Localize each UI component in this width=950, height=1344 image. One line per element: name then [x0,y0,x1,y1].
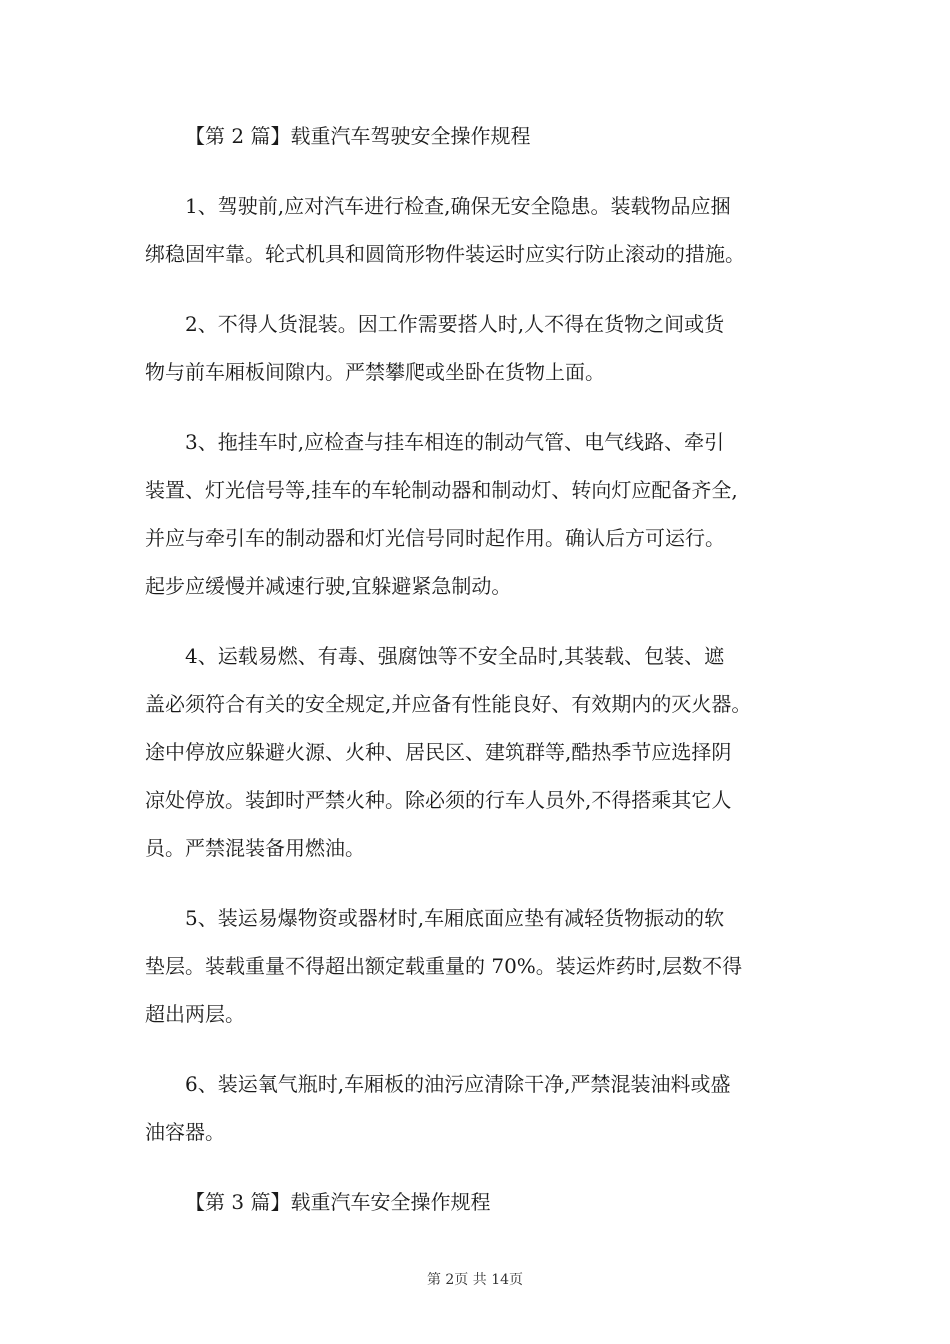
paragraph-6 [145,1060,825,1156]
paragraph-line: 物与前车厢板间隙内。严禁攀爬或坐卧在货物上面。 [145,360,605,384]
paragraph-line: 超出两层。 [145,1002,245,1026]
document-body [145,112,825,1226]
paragraph-line: 垫层。装载重量不得超出额定载重量的 70%。装运炸药时,层数不得 [145,954,743,978]
paragraph-line: 1、驾驶前,应对汽车进行检查,确保无安全隐患。装载物品应捆 [185,194,731,218]
paragraph-line: 员。严禁混装备用燃油。 [145,836,365,860]
paragraph-line: 途中停放应躲避火源、火种、居民区、建筑群等,酷热季节应选择阴 [145,740,732,764]
paragraph-2 [145,300,825,396]
section-heading-2: 【第 2 篇】载重汽车驾驶安全操作规程 [185,124,531,148]
paragraph-3 [145,418,825,610]
paragraph-1 [145,182,825,278]
paragraph-5 [145,894,825,1038]
paragraph-line: 5、装运易爆物资或器材时,车厢底面应垫有减轻货物振动的软 [185,906,725,930]
page-footer: 第 2页 共 14页 [426,1272,524,1288]
paragraph-line: 绑稳固牢靠。轮式机具和圆筒形物件装运时应实行防止滚动的措施。 [145,242,745,266]
paragraph-line: 起步应缓慢并减速行驶,宜躲避紧急制动。 [145,574,512,598]
paragraph-line: 6、装运氧气瓶时,车厢板的油污应清除干净,严禁混装油料或盛 [185,1072,731,1096]
paragraph-line: 装置、灯光信号等,挂车的车轮制动器和制动灯、转向灯应配备齐全, [145,478,738,502]
paragraph-line: 4、运载易燃、有毒、强腐蚀等不安全品时,其装载、包装、遮 [185,644,725,668]
paragraph-4 [145,632,825,872]
paragraph-line: 盖必须符合有关的安全规定,并应备有性能良好、有效期内的灭火器。 [145,692,752,716]
paragraph-line: 凉处停放。装卸时严禁火种。除必须的行车人员外,不得搭乘其它人 [145,788,732,812]
section-heading-3: 【第 3 篇】载重汽车安全操作规程 [185,1190,491,1214]
paragraph-line: 油容器。 [145,1120,225,1144]
paragraph-line: 并应与牵引车的制动器和灯光信号同时起作用。确认后方可运行。 [145,526,725,550]
paragraph-line: 2、不得人货混装。因工作需要搭人时,人不得在货物之间或货 [185,312,725,336]
paragraph-line: 3、拖挂车时,应检查与挂车相连的制动气管、电气线路、牵引 [185,430,725,454]
